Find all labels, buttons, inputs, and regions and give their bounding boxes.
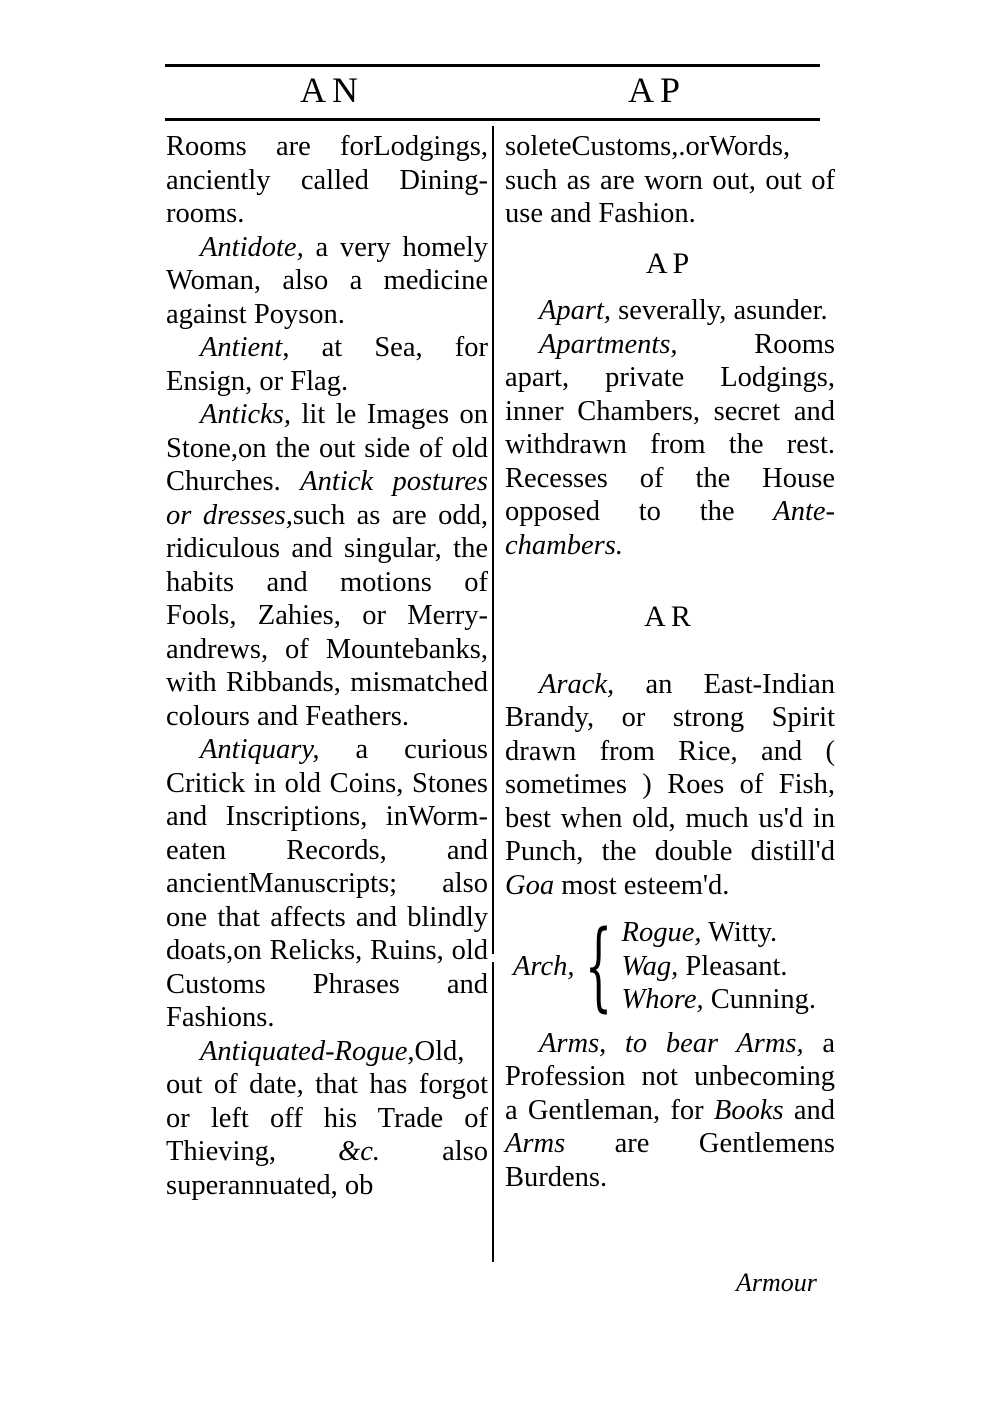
entry-antiquated-cont: soleteCustoms,.orWords, such as are worn out, out of use and Fashion.: [505, 131, 835, 229]
section-heading-ar: AR: [644, 600, 696, 633]
headword: Anticks,: [200, 399, 292, 430]
entry-anticks: Anticks, lit le Images on Stone,on the out side of old Churches. Antick postures or dresses,such as are odd, ridiculous and singular, the habits and motions of Fools, Zahies, or Merry-andrews, of Mountebanks, with Ribbands, mismatched colours and Feathers.: [166, 399, 488, 732]
entry-antiquated-rogue: Antiquated-Rogue,Old, out of date, that has forgot or left off his Trade of Thieving, &c. also superannuated, ob: [166, 1035, 488, 1201]
headword: Antick postures or dresses,: [166, 466, 488, 531]
entry-rooms-cont: Rooms are forLodgings, anciently called Dining-rooms.: [166, 131, 488, 229]
entry-antiquary: Antiquary, a curious Critick in old Coins, Stones and Inscriptions, inWorm-eaten Records, and ancientManuscripts; also one that affects and blindly doats,on Relicks, Ruins, old Customs Phrases and Fashions.: [166, 734, 488, 1033]
entry-arms: Arms, to bear Arms, a Profession not unbecoming a Gentleman, for Books and Arms are Gentlemens Burdens.: [505, 1027, 835, 1193]
entry-arch: [513, 910, 835, 1023]
headword: Arch,: [513, 950, 575, 982]
list-item: Rogue, Witty.: [621, 917, 778, 948]
left-column: [166, 130, 488, 1202]
list-item: Wag, Pleasant.: [621, 950, 788, 982]
headword: Antiquary,: [200, 734, 320, 765]
headword: Antient: [200, 332, 283, 363]
column-divider-upper: [492, 126, 494, 954]
header-rule: [165, 118, 820, 121]
running-head-right: AP: [628, 70, 687, 110]
column-divider-lower: [492, 962, 494, 1262]
top-rule: [165, 64, 820, 67]
headword: Arms, to bear Arms,: [539, 1027, 804, 1059]
headword: Apart,: [539, 295, 612, 326]
catchword: Armour: [736, 1268, 817, 1297]
headword: Apartments,: [539, 328, 678, 360]
right-column: [505, 130, 835, 1194]
entry-antidote: Antidote, a very homely Woman, also a medicine against Poyson.: [166, 231, 488, 330]
headword: Antidote,: [200, 231, 304, 263]
headword: Arack,: [539, 668, 615, 700]
headword: Ante-chambers.: [505, 496, 835, 561]
brace-glyph: {: [585, 910, 613, 1023]
entry-apart: Apart, severally, asunder.: [539, 295, 828, 326]
headword: Antiquated-Rogue,: [200, 1035, 415, 1067]
arch-list: [622, 916, 817, 1017]
running-head-left: AN: [300, 70, 364, 110]
section-heading-ap: AP: [645, 246, 695, 280]
entry-apartments: Apartments, Rooms apart, private Lodgings, inner Chambers, secret and withdrawn from the rest. Recesses of the House opposed to the Ante-chambers.: [505, 328, 835, 561]
entry-antient: Antient, at Sea, for Ensign, or Flag.: [166, 332, 488, 397]
list-item: Whore, Cunning.: [621, 984, 817, 1015]
entry-arack: Arack, an East-Indian Brandy, or strong Spirit drawn from Rice, and ( sometimes ) Roes of Fish, best when old, much us'd in Punch, the double distill'd Goa most esteem'd.: [505, 668, 835, 901]
